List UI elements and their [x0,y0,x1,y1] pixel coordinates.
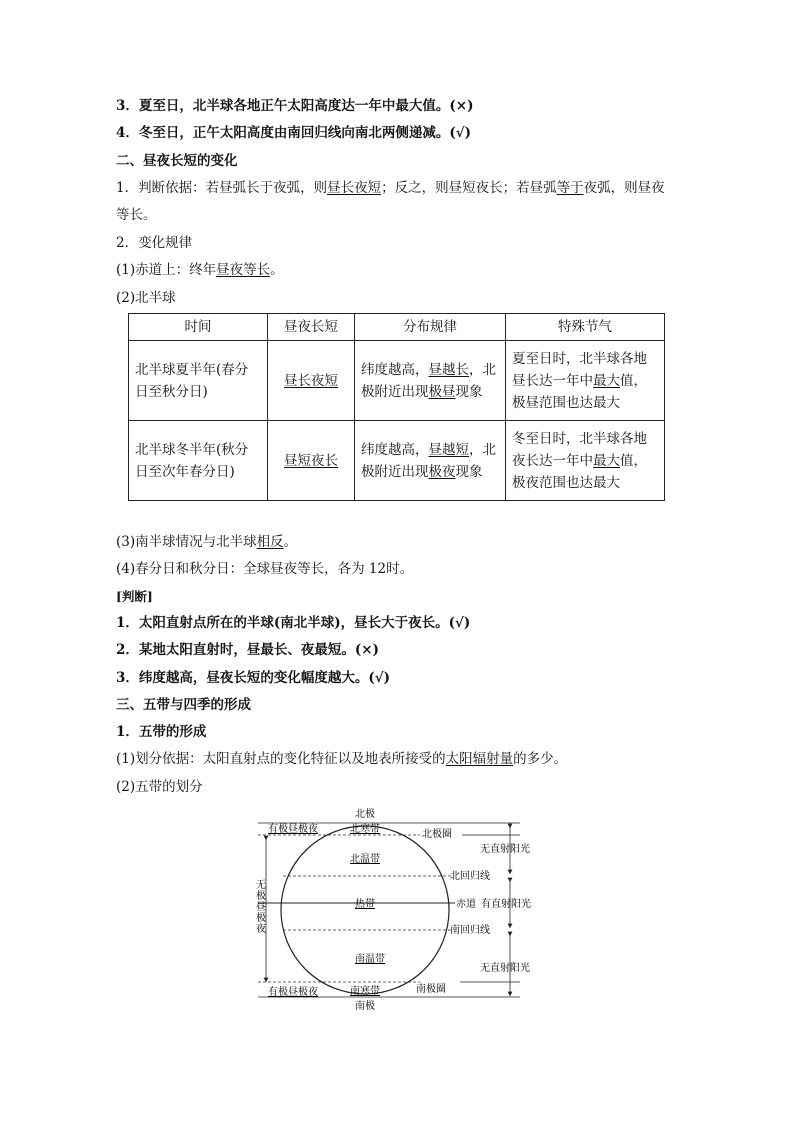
judgement-basis-cont: 等长。 [116,207,157,223]
text: 。 [270,262,284,278]
text: 现象 [455,463,483,480]
text: ，北极附近出现 [361,361,496,400]
text: 的多少。 [513,751,568,767]
tropical-label: 热带 [355,899,375,910]
tropic-capricorn-label: 南回归线 [450,925,490,936]
no-polar-char: 极 [256,913,266,924]
text: ，北极附近出现 [361,441,496,480]
no-direct-sun-bottom: 无直射阳光 [480,963,530,974]
direct-sun: 有直射阳光 [481,899,531,910]
answer-underline: 等于 [556,180,584,196]
text: (3)南半球情况与北半球 [116,534,257,550]
no-polar-char: 昼 [256,902,266,913]
text: 夜弧，则昼夜 [583,180,665,196]
answer-underline: 昼长夜短 [327,180,382,196]
north-pole-label: 北极 [355,809,375,820]
text: 值，极夜范围也达最大 [512,452,647,491]
judge-3: 3．纬度越高，昼夜长短的变化幅度越大。(√) [116,670,391,686]
north-frigid-label: 北寒带 [350,824,380,835]
judge-1: 1．太阳直射点所在的半球(南北半球)，昼长大于夜长。(√) [116,615,471,631]
judge-heading: [判断] [116,589,153,604]
answer-underline: 极夜 [428,463,456,480]
answer-underline: 昼越短 [428,441,469,458]
answer-underline: 极昼 [428,383,456,400]
line-4: 4．冬至日，正午太阳高度由南回归线向南北两侧递减。(√) [116,125,472,141]
equinox-rule: (4)春分日和秋分日：全球昼夜等长，各为 12时。 [116,561,414,577]
header-distribution: 分布规律 [355,314,506,341]
judge-2: 2．某地太阳直射时，昼最长、夜最短。(×) [116,642,379,658]
no-polar-char: 夜 [256,924,266,935]
south-frigid-label: 南寒带 [350,986,380,997]
text: 冬至日时，北半球各地夜长达一年中 [512,430,647,469]
text: 值，极昼范围也达最大 [512,372,647,411]
answer-underline: 最大 [593,372,620,389]
northern-hemisphere-heading: (2)北半球 [116,290,176,306]
north-temperate-label: 北温带 [350,854,380,865]
answer-underline: 昼越长 [428,361,469,378]
answer-underline: 太阳辐射量 [445,751,514,767]
no-polar-char: 极 [256,891,266,902]
arctic-circle-label: 北极圈 [422,829,452,840]
tropic-cancer-label: 北回归线 [450,871,490,882]
text: 夏至日时，北半球各地昼长达一年中 [512,350,647,389]
line-3: 3．夏至日，北半球各地正午太阳高度达一年中最大值。(×) [116,98,474,114]
text: 1．判断依据：若昼弧长于夜弧，则 [116,180,328,196]
change-rule-heading: 2．变化规律 [116,235,193,251]
header-time: 时间 [129,314,268,341]
answer-underline: 昼短夜长 [284,452,338,469]
text: 纬度越高， [361,361,429,378]
text: (1)划分依据：太阳直射点的变化特征以及地表所接受的 [116,751,446,767]
polar-day-night-top: 有极昼极夜 [268,824,318,835]
equator-label: 赤道 [456,899,476,910]
cell-time: 北半球夏半年(春分日至秋分日) [129,341,268,421]
no-polar-char: 无 [256,880,266,891]
cell-time: 北半球冬半年(秋分日至次年春分日) [129,421,268,501]
text: 纬度越高， [361,441,429,458]
polar-day-night-bottom: 有极昼极夜 [268,987,318,998]
no-polar-vertical-label [256,879,266,935]
text: (1)赤道上：终年 [116,262,217,278]
section-heading-3: 三、五带与四季的形成 [116,697,251,713]
text: 现象 [455,383,483,400]
five-zones-division-heading: (2)五带的划分 [116,779,203,795]
answer-underline: 昼夜等长 [216,262,271,278]
antarctic-circle-label: 南极圈 [416,984,446,995]
answer-underline: 最大 [593,452,620,469]
answer-underline: 相反 [256,534,284,550]
header-daynight: 昼夜长短 [268,314,355,341]
section-heading-2: 二、昼夜长短的变化 [116,153,238,169]
answer-underline: 昼长夜短 [284,372,338,389]
south-temperate-label: 南温带 [355,954,385,965]
text: ；反之，则昼短夜长；若昼弧 [381,180,557,196]
header-special: 特殊节气 [506,314,665,341]
no-direct-sun-top: 无直射阳光 [480,844,530,855]
south-pole-label: 南极 [355,1001,375,1012]
globe-outline [281,826,449,994]
five-zones-heading: 1．五带的形成 [116,724,207,740]
text: 。 [283,534,298,550]
